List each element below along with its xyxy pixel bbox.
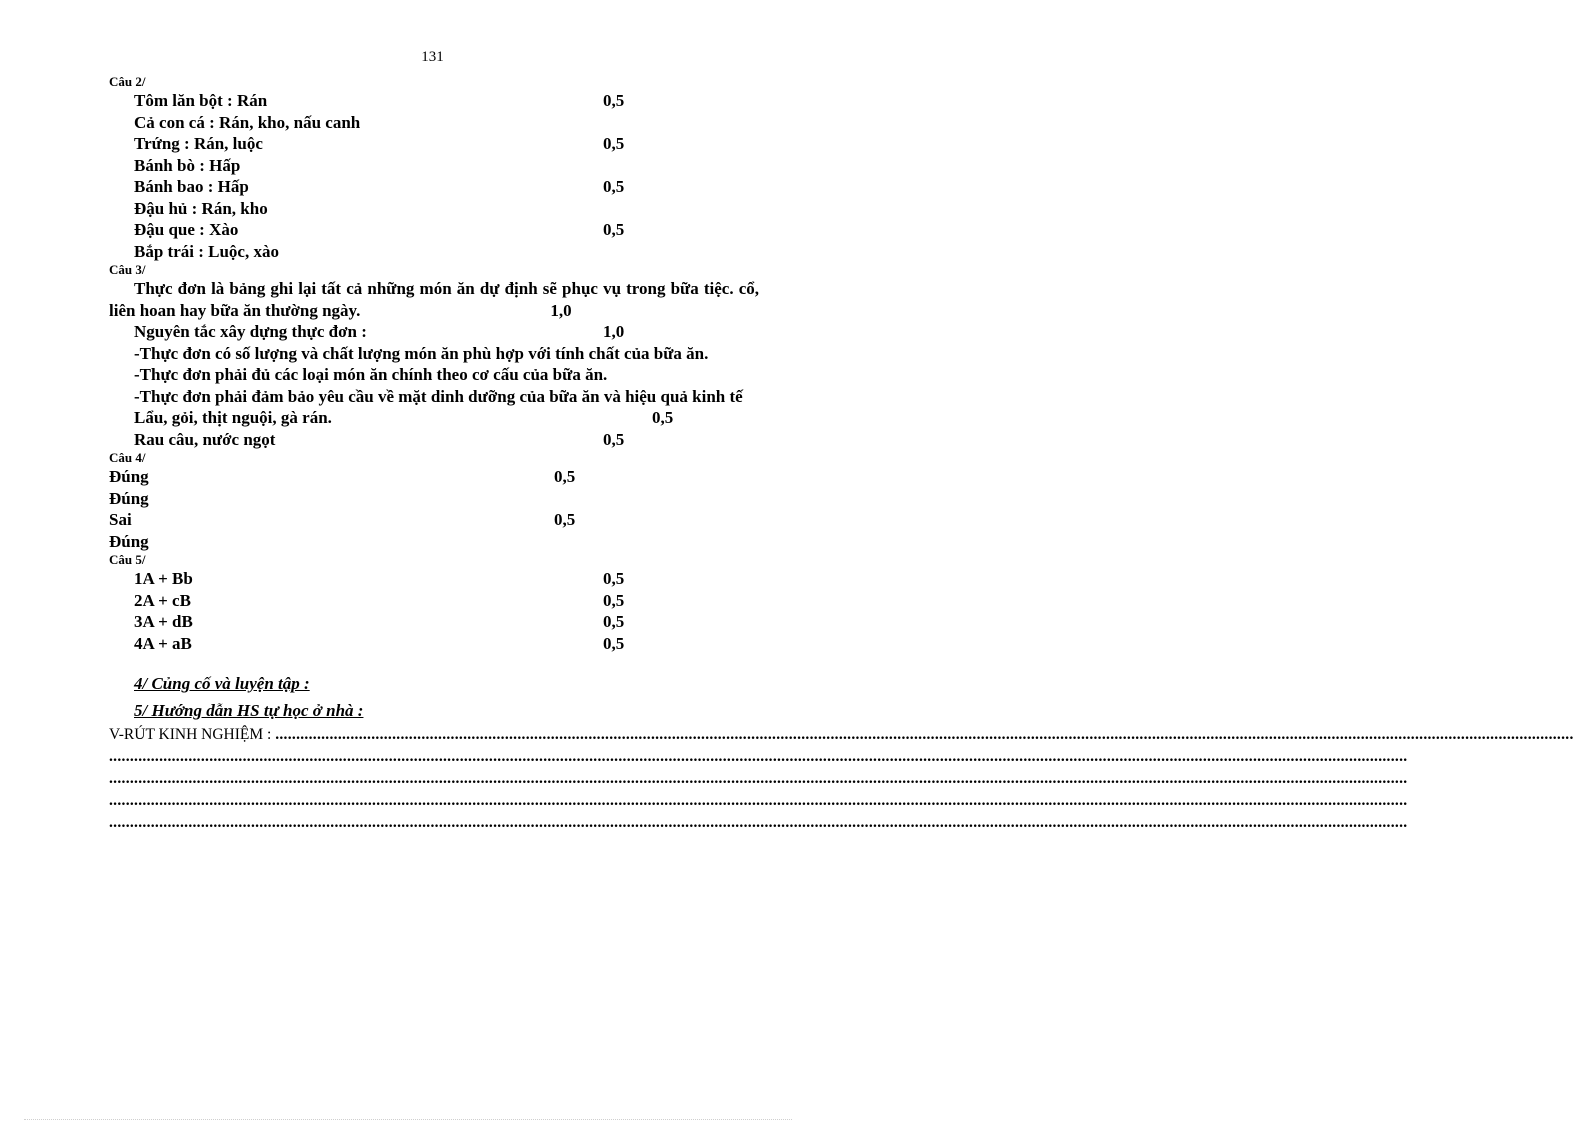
answer-text: Đậu hủ : Rán, kho (134, 198, 268, 218)
dishes-text: Lẩu, gỏi, thịt nguội, gà rán. (134, 408, 332, 427)
dotted-line (109, 746, 1408, 768)
dotted-line (109, 812, 1408, 834)
answer-text: Bắp trái : Luộc, xào (134, 241, 279, 261)
question-2-label: Câu 2/ (109, 74, 146, 89)
page-edge-divider (24, 1119, 792, 1120)
answer-row (109, 155, 759, 177)
answer-text: Đậu que : Xào (134, 220, 239, 239)
answer-score: 0,5 (603, 177, 625, 196)
dotted-line (109, 790, 1408, 812)
answer-text: Bánh bao : Hấp (134, 177, 249, 196)
answer-text: 2A + cB (134, 590, 191, 610)
principle-bullet-2: -Thực đơn phải đủ các loại món ăn chính theo cơ cấu của bữa ăn. (134, 365, 608, 384)
dotted-fill: ....................................................................................................................................................................................................................................................................................................................... (275, 726, 1574, 743)
answer-score: 0,5 (603, 220, 625, 239)
answer-score: 0,5 (554, 467, 576, 486)
principle-text: Nguyên tắc xây dựng thực đơn : (134, 322, 367, 341)
answer-row (109, 531, 759, 553)
answer-text: Đúng (109, 467, 149, 486)
question-3-label: Câu 3/ (109, 262, 146, 277)
answer-score: 0,5 (603, 134, 625, 153)
answer-text: 1A + Bb (134, 569, 193, 588)
question-5-label: Câu 5/ (109, 552, 146, 567)
answer-score: 0,5 (603, 633, 625, 653)
lessons-learned-line (109, 724, 1574, 746)
answer-row (109, 219, 759, 241)
answer-row (109, 466, 759, 488)
answer-row (109, 112, 759, 134)
dotted-fill: ....................................................................................................................................................................................................................................................................................................................... (109, 748, 1408, 765)
answer-text: Sai (109, 510, 132, 529)
definition-text: Thực đơn là bảng ghi lại tất cả những món ăn dự định sẽ phục vụ trong bữa tiệc. cổ, liên hoan hay bữa ăn thường ngày. (109, 279, 759, 320)
answer-row (109, 568, 759, 590)
dishes-row-1 (109, 407, 759, 429)
answer-text: Tôm lăn bột : Rán (134, 91, 268, 110)
section-5-heading: 5/ Hướng dẫn HS tự học ở nhà : (134, 701, 364, 720)
menu-definition (109, 278, 759, 321)
answer-text: 3A + dB (134, 612, 193, 631)
question-4-label: Câu 4/ (109, 450, 146, 465)
answer-score: 0,5 (554, 510, 576, 529)
dishes-row-2 (109, 429, 759, 451)
page-number: 131 (421, 49, 444, 65)
answer-row (109, 241, 759, 263)
answer-score: 0,5 (603, 569, 625, 588)
answer-text: Trứng : Rán, luộc (134, 134, 263, 153)
document-body (109, 74, 1574, 834)
dotted-fill: ....................................................................................................................................................................................................................................................................................................................... (109, 792, 1408, 809)
dishes-text: Rau câu, nước ngọt (134, 429, 276, 449)
answer-row (109, 488, 759, 510)
answer-text: Đúng (109, 531, 149, 551)
answer-score: 0,5 (603, 612, 625, 631)
dotted-line (109, 768, 1408, 790)
principle-row (109, 321, 759, 343)
answer-row (109, 590, 759, 612)
answer-row (109, 509, 759, 531)
dotted-fill: ....................................................................................................................................................................................................................................................................................................................... (109, 770, 1408, 787)
spacer (109, 654, 759, 670)
lessons-learned-label: V-RÚT KINH NGHIỆM : (109, 726, 272, 743)
answer-row (109, 198, 759, 220)
principle-bullet-1: -Thực đơn có số lượng và chất lượng món ăn phù hợp với tính chất của bữa ăn. (134, 343, 709, 363)
answer-text: Cả con cá : Rán, kho, nấu canh (134, 112, 361, 132)
principle-bullet-3: -Thực đơn phải đảm bảo yêu cầu về mặt dinh dưỡng của bữa ăn và hiệu quả kinh tế (134, 386, 743, 406)
answer-row (109, 133, 759, 155)
answer-text: Bánh bò : Hấp (134, 155, 241, 175)
dishes-score: 0,5 (603, 429, 625, 449)
answer-score: 0,5 (603, 91, 625, 110)
answer-row (109, 90, 759, 112)
answer-row (109, 633, 759, 655)
answer-text: Đúng (109, 488, 149, 508)
answer-row (109, 611, 759, 633)
definition-score: 1,0 (550, 300, 572, 320)
dotted-fill: ....................................................................................................................................................................................................................................................................................................................... (109, 814, 1408, 831)
section-4-heading: 4/ Củng cố và luyện tập : (134, 674, 310, 693)
answer-score: 0,5 (603, 590, 625, 610)
answer-text: 4A + aB (134, 633, 192, 653)
answer-row (109, 176, 759, 198)
principle-score: 1,0 (603, 322, 625, 341)
dishes-score: 0,5 (652, 408, 674, 427)
